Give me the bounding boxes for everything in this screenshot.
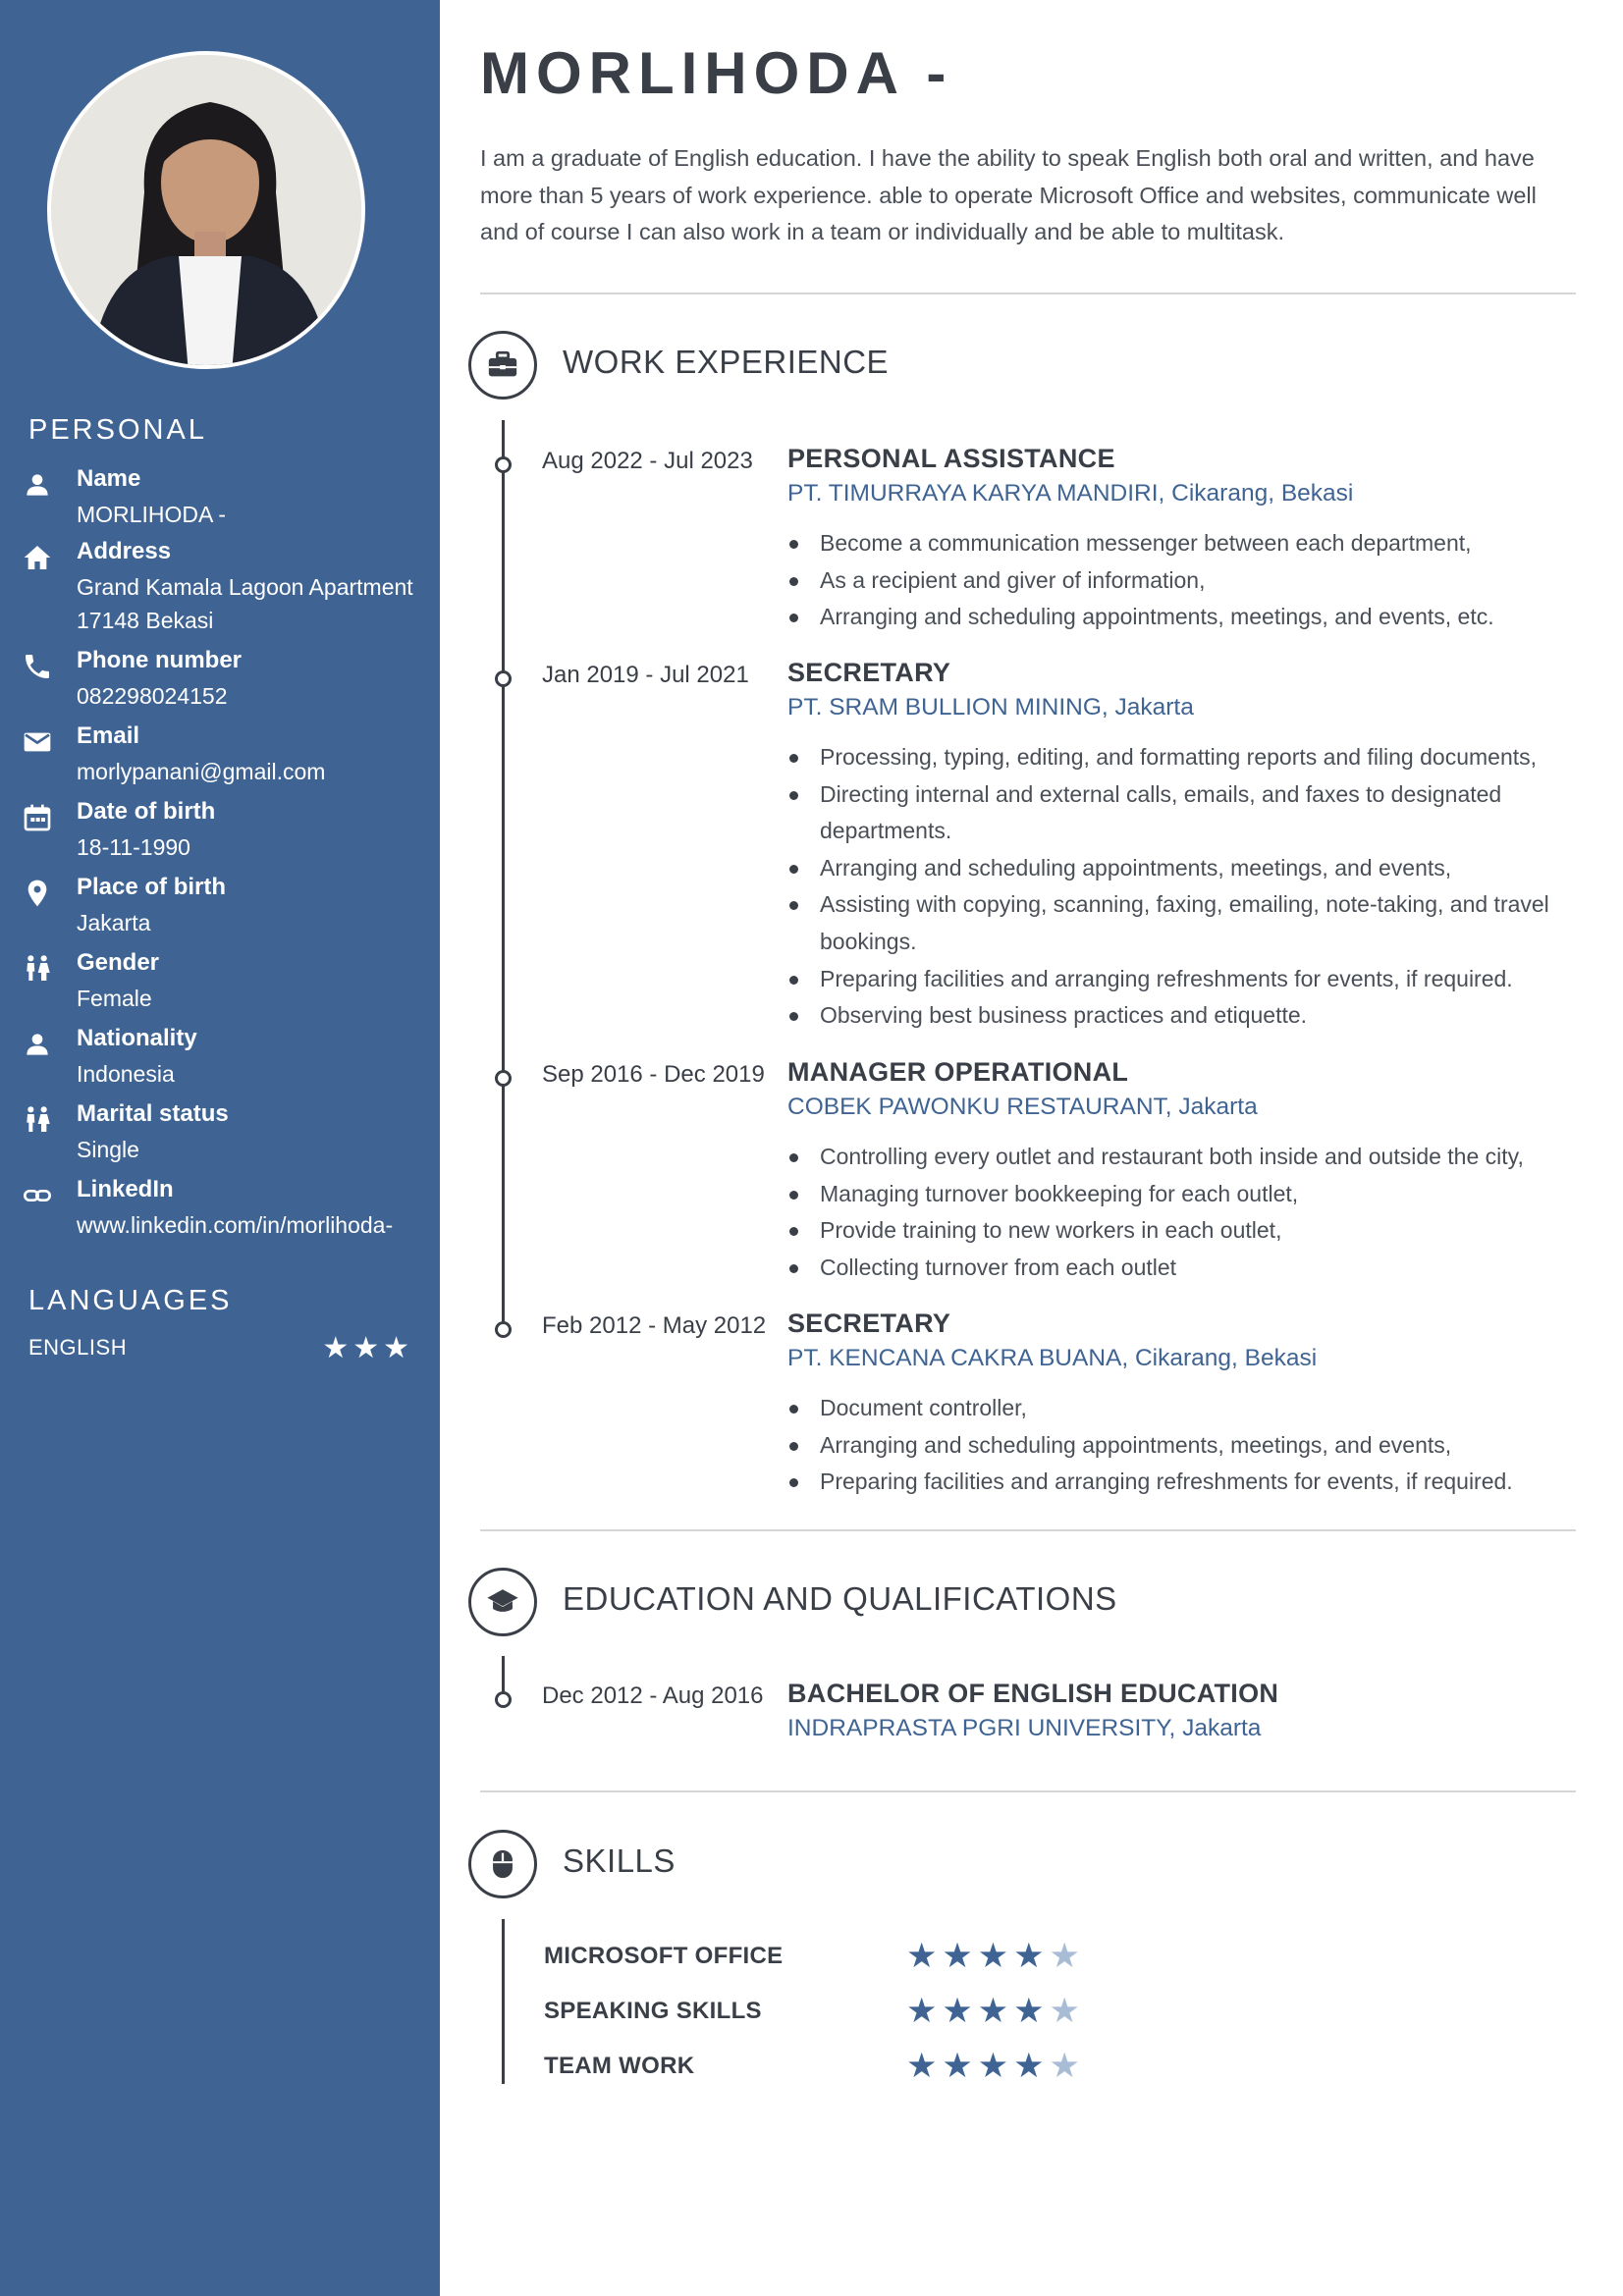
personal-item-linkedin — [22, 1176, 434, 1245]
personal-value: Grand Kamala Lagoon Apartment 17148 Bekasi — [77, 574, 413, 633]
link-icon — [22, 1180, 53, 1211]
timeline-line — [502, 1919, 505, 2084]
personal-value: 082298024152 — [77, 683, 228, 709]
candidate-name: MORLIHODA - — [480, 40, 953, 106]
job-duties — [787, 739, 1585, 1035]
personal-label: Place of birth — [77, 874, 227, 900]
skill-rating-stars: ★★★★★ — [906, 2047, 1085, 2086]
personal-item-marital-status — [22, 1100, 434, 1169]
personal-item-phone — [22, 647, 434, 716]
personal-label: Phone number — [77, 647, 243, 673]
skill-name: SPEAKING SKILLS — [544, 1998, 762, 2024]
job-title: SECRETARY — [787, 658, 951, 687]
personal-value: Indonesia — [77, 1061, 175, 1087]
personal-value: MORLIHODA - — [77, 502, 227, 527]
job-duty: As a recipient and giver of information, — [787, 562, 1585, 600]
timeline-dot — [495, 1691, 512, 1708]
briefcase-icon — [486, 348, 519, 382]
email-icon — [22, 726, 53, 758]
skill-name: MICROSOFT OFFICE — [544, 1943, 784, 1969]
job-duty: Provide training to new workers in each outlet, — [787, 1212, 1585, 1250]
personal-item-date-of-birth — [22, 798, 434, 867]
job-company: PT. TIMURRAYA KARYA MANDIRI, Cikarang, Bekasi — [787, 480, 1354, 507]
graduation-cap-icon — [486, 1585, 519, 1619]
personal-label: Marital status — [77, 1100, 229, 1127]
job-date: Jan 2019 - Jul 2021 — [542, 662, 749, 688]
personal-value: 18-11-1990 — [77, 834, 190, 860]
profile-summary: I am a graduate of English education. I have the ability to speak English both oral and written, and have more than 5 years of work experience. able to operate Microsoft Office and websites, communicate well and of course I can also work in a team or individually and be able to multitask. — [480, 145, 1537, 244]
skills-heading: SKILLS — [563, 1842, 676, 1879]
job-duty: Directing internal and external calls, emails, and faxes to designated departments. — [787, 776, 1585, 850]
job-duty: Collecting turnover from each outlet — [787, 1250, 1585, 1287]
language-item — [28, 1331, 413, 1364]
personal-value: Single — [77, 1137, 139, 1162]
personal-item-email — [22, 722, 434, 791]
language-name: ENGLISH — [28, 1335, 128, 1360]
home-icon — [22, 542, 53, 573]
skill-name: TEAM WORK — [544, 2053, 695, 2079]
job-duty: Preparing facilities and arranging refreshments for events, if required. — [787, 961, 1585, 998]
person-icon — [22, 1029, 53, 1060]
personal-label: Email — [77, 722, 140, 749]
education-date: Dec 2012 - Aug 2016 — [542, 1682, 764, 1709]
skill-item — [544, 2047, 1133, 2086]
skill-item — [544, 1992, 1133, 2031]
work-experience-heading: WORK EXPERIENCE — [563, 344, 890, 380]
job-duty: Become a communication messenger between each department, — [787, 525, 1585, 562]
mouse-icon — [486, 1847, 519, 1881]
briefcase-icon-badge — [468, 331, 537, 400]
education-institution: INDRAPRASTA PGRI UNIVERSITY, Jakarta — [787, 1715, 1262, 1741]
job-duty: Processing, typing, editing, and formatting reports and filing documents, — [787, 739, 1585, 776]
personal-item-nationality — [22, 1025, 434, 1094]
job-date: Aug 2022 - Jul 2023 — [542, 448, 753, 474]
job-title: MANAGER OPERATIONAL — [787, 1057, 1129, 1087]
timeline-dot — [495, 456, 512, 473]
education-heading: EDUCATION AND QUALIFICATIONS — [563, 1580, 1117, 1617]
job-company: COBEK PAWONKU RESTAURANT, Jakarta — [787, 1094, 1258, 1120]
calendar-icon — [22, 802, 53, 833]
work-entry — [542, 1308, 1583, 1505]
job-duty: Preparing facilities and arranging refreshments for events, if required. — [787, 1464, 1585, 1501]
graduation-cap-icon-badge — [468, 1568, 537, 1636]
job-duty: Arranging and scheduling appointments, meetings, and events, — [787, 1427, 1585, 1465]
work-entry — [542, 1057, 1583, 1293]
personal-item-place-of-birth — [22, 874, 434, 942]
job-duty: Arranging and scheduling appointments, meetings, and events, — [787, 850, 1585, 887]
personal-heading: PERSONAL — [28, 414, 207, 446]
job-title: PERSONAL ASSISTANCE — [787, 444, 1115, 473]
job-duties — [787, 1139, 1585, 1286]
education-entry — [542, 1679, 1583, 1757]
job-duty: Arranging and scheduling appointments, meetings, and events, etc. — [787, 599, 1585, 636]
job-date: Sep 2016 - Dec 2019 — [542, 1061, 765, 1088]
skill-item — [544, 1937, 1133, 1976]
couple-icon — [22, 1104, 53, 1136]
profile-photo — [47, 51, 365, 369]
personal-label: Gender — [77, 949, 160, 976]
skill-rating-stars: ★★★★★ — [906, 1992, 1085, 2031]
timeline-line — [502, 420, 505, 1325]
linkedin-link[interactable]: www.linkedin.com/in/morlihoda- — [77, 1212, 394, 1238]
education-title: BACHELOR OF ENGLISH EDUCATION — [787, 1679, 1279, 1708]
divider — [480, 293, 1576, 294]
timeline-dot — [495, 1070, 512, 1087]
job-duty: Assisting with copying, scanning, faxing, emailing, note-taking, and travel bookings. — [787, 886, 1585, 960]
work-entry — [542, 444, 1583, 640]
divider — [480, 1790, 1576, 1792]
mouse-icon-badge — [468, 1830, 537, 1898]
personal-item-name — [22, 465, 434, 534]
job-duty: Document controller, — [787, 1390, 1585, 1427]
sidebar — [0, 0, 440, 2296]
timeline-dot — [495, 670, 512, 687]
divider — [480, 1529, 1576, 1531]
person-icon — [22, 469, 53, 501]
personal-label: Nationality — [77, 1025, 197, 1051]
personal-value: Female — [77, 986, 152, 1011]
job-date: Feb 2012 - May 2012 — [542, 1312, 767, 1339]
location-pin-icon — [22, 878, 53, 909]
job-company: PT. SRAM BULLION MINING, Jakarta — [787, 694, 1194, 721]
job-duties — [787, 525, 1585, 636]
personal-value: Jakarta — [77, 910, 151, 935]
job-duty: Managing turnover bookkeeping for each outlet, — [787, 1176, 1585, 1213]
phone-icon — [22, 651, 53, 682]
personal-label: Name — [77, 465, 141, 492]
job-duty: Controlling every outlet and restaurant both inside and outside the city, — [787, 1139, 1585, 1176]
language-rating-stars: ★★★ — [322, 1331, 413, 1365]
personal-item-gender — [22, 949, 434, 1018]
work-entry — [542, 658, 1583, 1041]
job-duty: Observing best business practices and etiquette. — [787, 997, 1585, 1035]
job-title: SECRETARY — [787, 1308, 951, 1338]
personal-item-address — [22, 538, 434, 636]
gender-icon — [22, 953, 53, 985]
personal-label: Address — [77, 538, 172, 564]
job-duties — [787, 1390, 1585, 1501]
skill-rating-stars: ★★★★★ — [906, 1937, 1085, 1976]
personal-label: Date of birth — [77, 798, 216, 825]
timeline-dot — [495, 1321, 512, 1338]
languages-heading: LANGUAGES — [28, 1285, 233, 1316]
job-company: PT. KENCANA CAKRA BUANA, Cikarang, Bekasi — [787, 1345, 1318, 1371]
personal-value: morlypanani@gmail.com — [77, 759, 326, 784]
personal-label: LinkedIn — [77, 1176, 174, 1202]
